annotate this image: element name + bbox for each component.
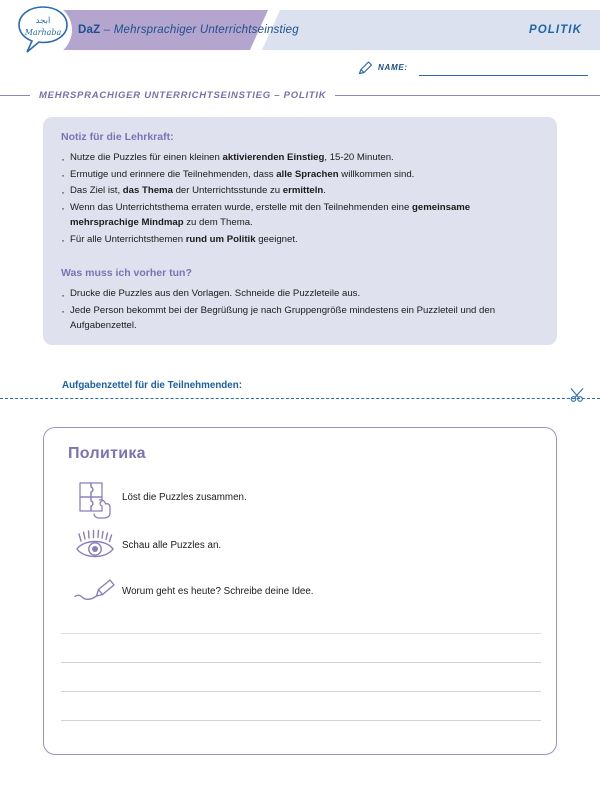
header-banner: [0, 10, 600, 50]
writing-line[interactable]: [61, 662, 541, 663]
logo-script-text: Marhaba: [24, 28, 62, 37]
eye-icon: [68, 529, 122, 563]
notice-item: · Ermutige und erinnere die Teilnehmenden, dass alle Sprachen willkommen sind.: [61, 167, 539, 183]
section-title-row: [0, 88, 600, 102]
name-field-row: [356, 58, 588, 78]
puzzle-hand-icon: [68, 477, 122, 519]
task-text: Löst die Puzzles zusammen.: [122, 492, 247, 504]
task-row: [68, 570, 534, 614]
task-row: [68, 476, 534, 520]
notice-list-1: [61, 150, 539, 247]
notice-list-2: [61, 286, 539, 334]
notice-item: · Drucke die Puzzles aus den Vorlagen. Schneide die Puzzleteile aus.: [61, 286, 539, 302]
card-title: Политика: [68, 445, 146, 462]
name-input-line[interactable]: [419, 75, 588, 76]
notice-item: · Das Ziel ist, das Thema der Unterrichtsstunde zu ermitteln.: [61, 183, 539, 199]
notice-item: · Jede Person bekommt bei der Begrüßung je nach Gruppengröße mindestens ein Puzzleteil und den Aufgabenzettel.: [61, 303, 539, 334]
notice-item: · Für alle Unterrichtsthemen rund um Politik geeignet.: [61, 232, 539, 248]
task-text: Worum geht es heute? Schreibe deine Idee.: [122, 586, 314, 598]
task-text: Schau alle Puzzles an.: [122, 540, 222, 552]
topic-label: POLITIK: [528, 24, 582, 36]
writing-line[interactable]: [61, 691, 541, 692]
cut-dashed-line: [0, 398, 600, 399]
teacher-notice-box: [43, 117, 557, 345]
series-title: [78, 10, 299, 50]
name-label: NAME:: [378, 63, 408, 72]
speech-bubble-logo: [14, 2, 72, 58]
scissors-icon: [568, 386, 588, 409]
rule-right: [335, 95, 600, 96]
writing-line[interactable]: [61, 720, 541, 721]
handout-label: Aufgabenzettel für die Teilnehmenden:: [62, 380, 242, 391]
task-row: [68, 524, 534, 568]
pencil-icon: [68, 577, 122, 607]
rule-left: [0, 95, 30, 96]
pencil-icon: [356, 59, 374, 82]
notice-item: · Wenn das Unterrichtsthema erraten wurde, erstelle mit den Teilnehmenden eine gemeinsame mehrsprachige Mindmap zu dem Thema.: [61, 200, 539, 231]
notice-heading-1: Notiz für die Lehrkraft:: [61, 131, 174, 143]
series-prefix: DaZ: [78, 24, 101, 36]
page-title: MEHRSPRACHIGER UNTERRICHTSEINSTIEG – POLITIK: [39, 89, 327, 101]
student-task-card: [43, 427, 557, 755]
notice-item: · Nutze die Puzzles für einen kleinen aktivierenden Einstieg, 15-20 Minuten.: [61, 150, 539, 166]
series-subtitle: – Mehrsprachiger Unterrichtseinstieg: [103, 24, 299, 36]
writing-line[interactable]: [61, 633, 541, 634]
logo-arabic-text: ابجد: [35, 16, 51, 26]
notice-heading-2: Was muss ich vorher tun?: [61, 267, 192, 280]
